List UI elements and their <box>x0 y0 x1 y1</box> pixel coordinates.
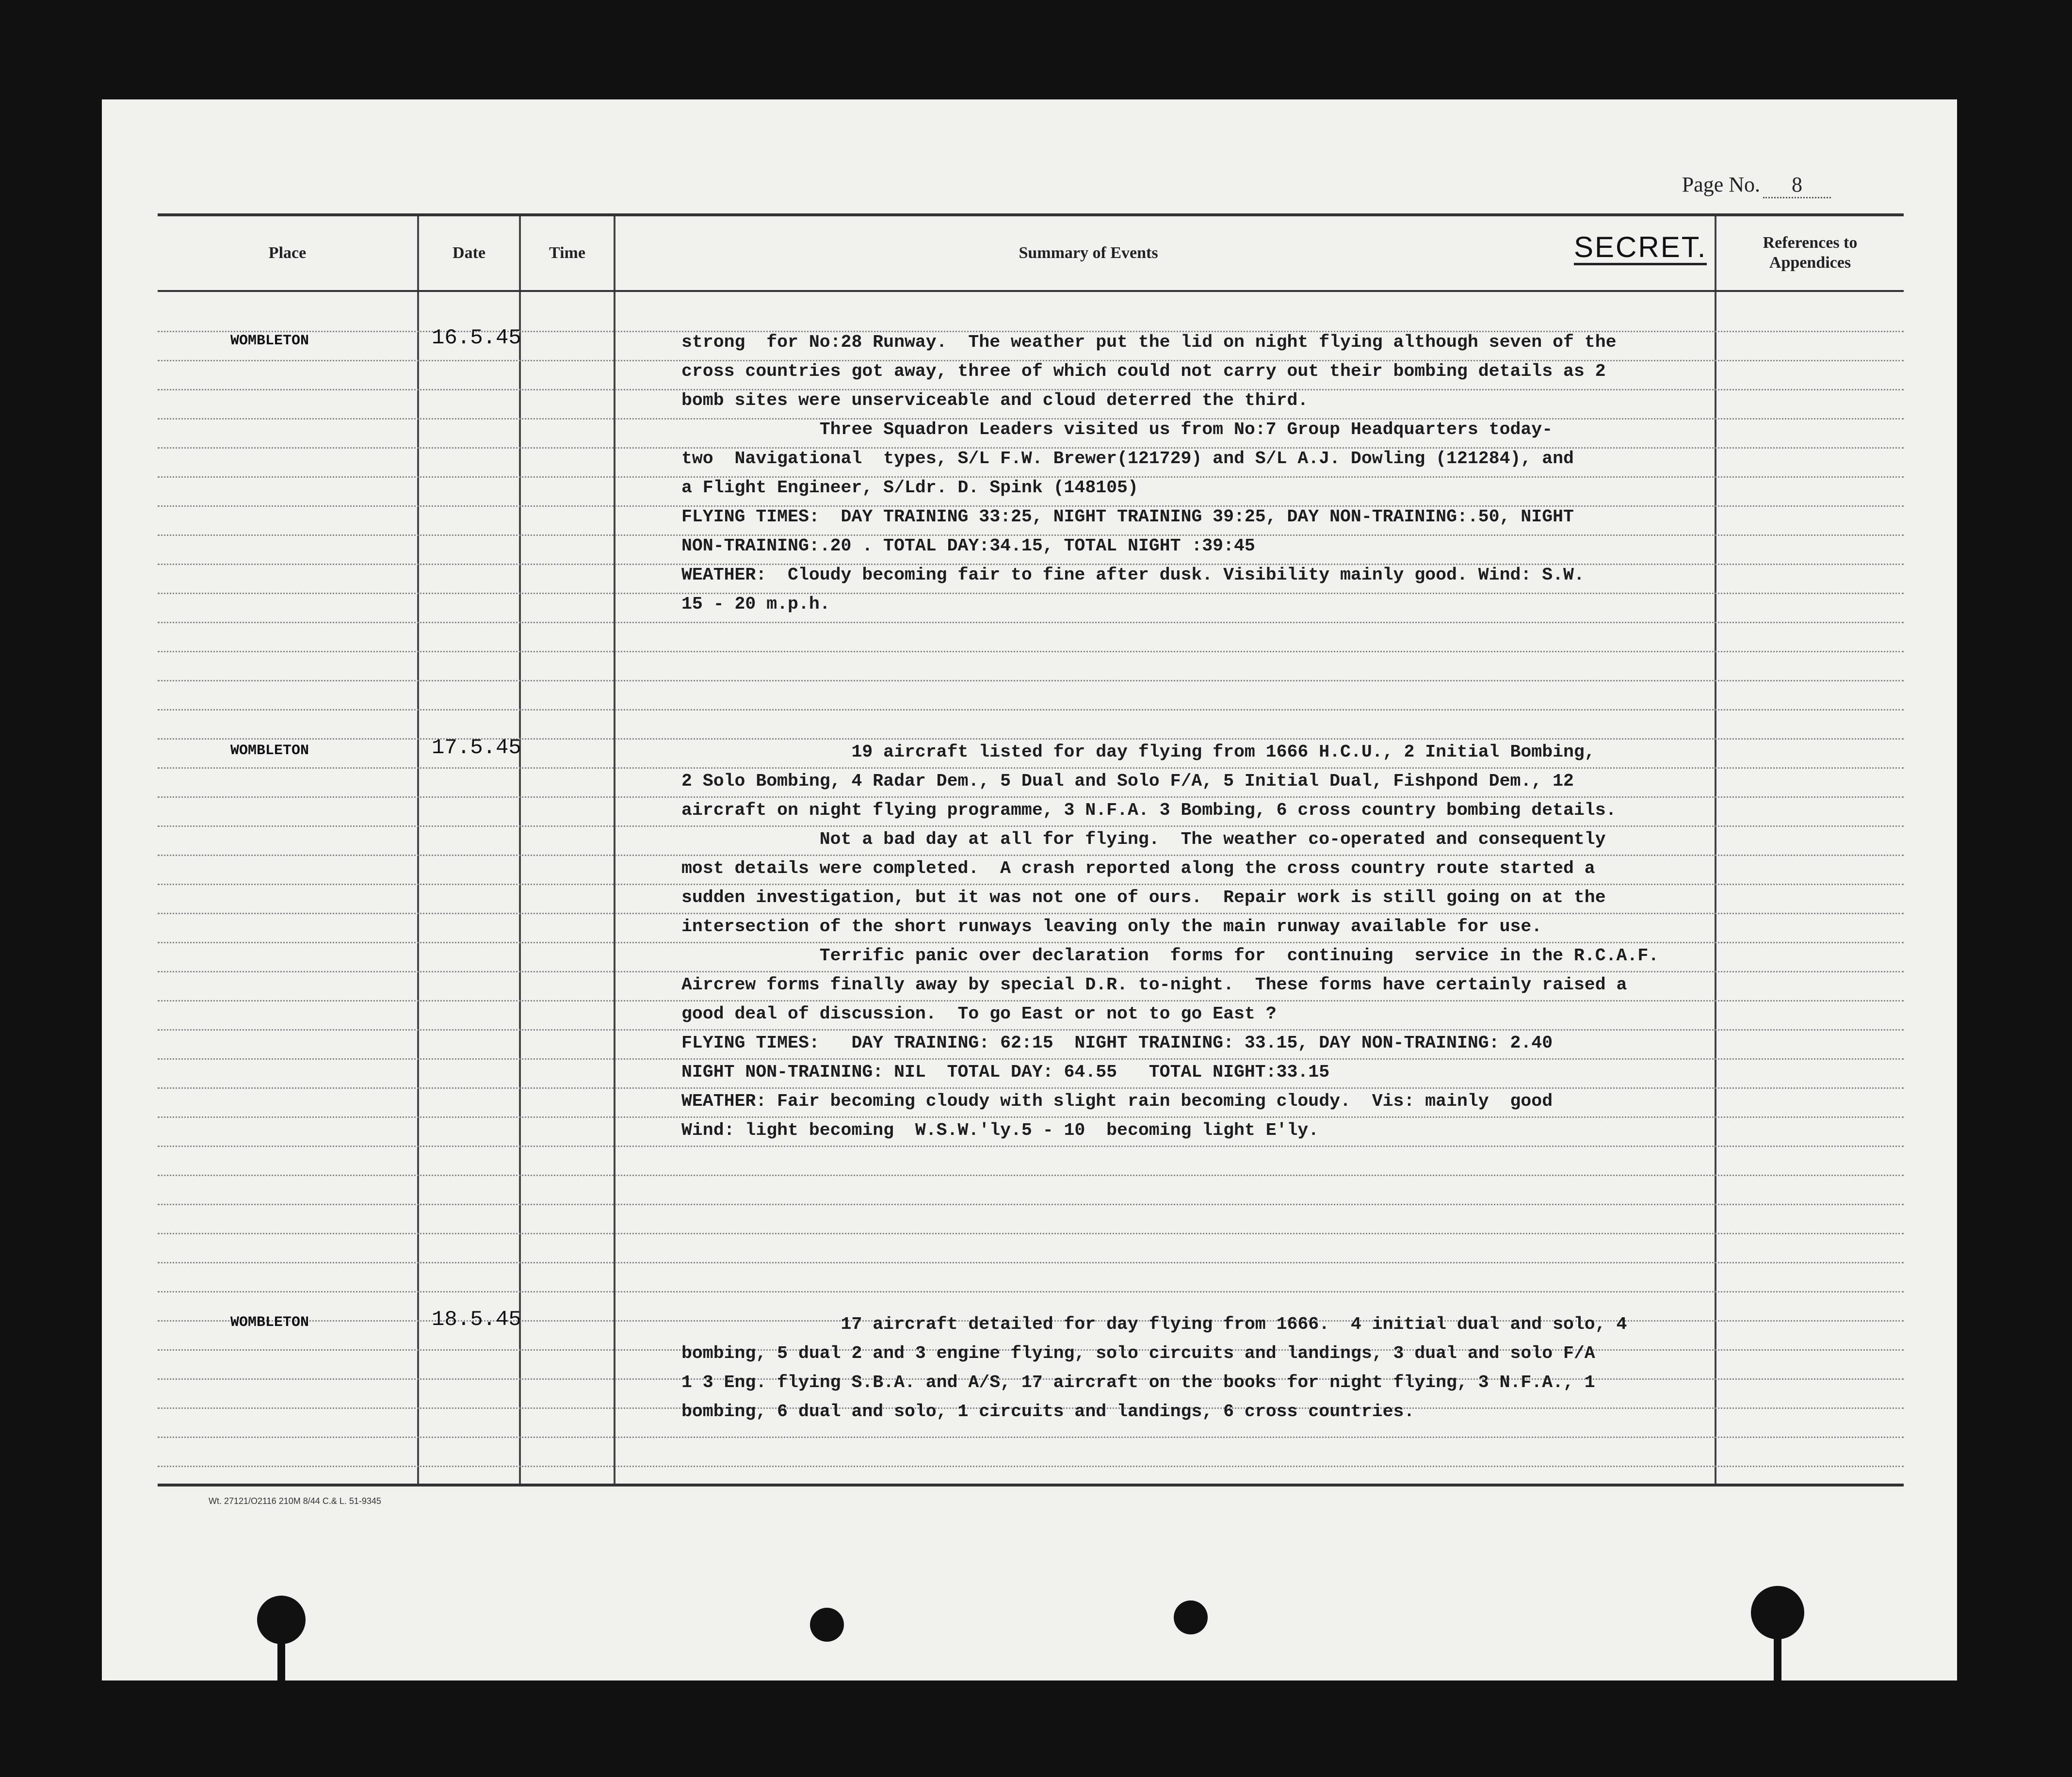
punch-hole <box>810 1608 844 1642</box>
ruled-line <box>158 622 1904 623</box>
summary-line: aircraft on night flying programme, 3 N.F.A. 3 Bombing, 6 cross country bombing details. <box>681 800 1617 820</box>
punch-hole <box>1174 1600 1208 1634</box>
summary-line: 15 - 20 m.p.h. <box>681 594 830 614</box>
summary-line: 2 Solo Bombing, 4 Radar Dem., 5 Dual and Solo F/A, 5 Initial Dual, Fishpond Dem., 12 <box>681 771 1574 791</box>
summary-line: NIGHT NON-TRAINING: NIL TOTAL DAY: 64.55 TOTAL NIGHT:33.15 <box>681 1062 1330 1082</box>
form-540-page <box>102 99 1957 1680</box>
header-references: References to Appendices <box>1763 234 1858 272</box>
summary-line: Wind: light becoming W.S.W.'ly.5 - 10 becoming light E'ly. <box>681 1120 1319 1140</box>
column-divider <box>614 216 615 1484</box>
ruled-line <box>158 1175 1904 1176</box>
secret-stamp: SECRET. <box>1574 233 1707 265</box>
summary-line: sudden investigation, but it was not one of ours. Repair work is still going on at the <box>681 888 1606 907</box>
summary-line: WEATHER: Fair becoming cloudy with slight rain becoming cloudy. Vis: mainly good <box>681 1091 1553 1111</box>
punch-slot <box>277 1627 285 1680</box>
summary-line: FLYING TIMES: DAY TRAINING 33:25, NIGHT TRAINING 39:25, DAY NON-TRAINING:.50, NIGHT <box>681 507 1574 527</box>
summary-line: Not a bad day at all for flying. The weather co-operated and consequently <box>681 829 1606 849</box>
summary-line: FLYING TIMES: DAY TRAINING: 62:15 NIGHT TRAINING: 33.15, DAY NON-TRAINING: 2.40 <box>681 1033 1553 1053</box>
entry-place: WOMBLETON <box>230 333 309 349</box>
ruled-line <box>158 1437 1904 1438</box>
header-summary: Summary of Events <box>1019 243 1158 262</box>
entry-place: WOMBLETON <box>230 1314 309 1331</box>
page-number-value: 8 <box>1763 172 1831 198</box>
summary-line: Aircrew forms finally away by special D.R. to-night. These forms have certainly raised a <box>681 975 1627 995</box>
entry-date: 16.5.45 <box>432 326 521 350</box>
ruled-line <box>158 709 1904 711</box>
summary-line: Terrific panic over declaration forms for continuing service in the R.C.A.F. <box>681 946 1659 966</box>
summary-line: 1 3 Eng. flying S.B.A. and A/S, 17 aircraft on the books for night flying, 3 N.F.A., 1 <box>681 1373 1595 1392</box>
ruled-line <box>158 651 1904 652</box>
column-divider <box>519 216 521 1484</box>
ruled-line <box>158 1146 1904 1147</box>
ruled-line <box>158 1262 1904 1263</box>
header-place: Place <box>268 243 307 262</box>
ruled-line <box>158 680 1904 681</box>
ruled-line <box>158 1466 1904 1467</box>
summary-line: a Flight Engineer, S/Ldr. D. Spink (148105) <box>681 478 1138 498</box>
summary-line: good deal of discussion. To go East or not to go East ? <box>681 1004 1277 1024</box>
ruled-line <box>158 1204 1904 1205</box>
summary-line: cross countries got away, three of which could not carry out their bombing details as 2 <box>681 361 1606 381</box>
summary-line: most details were completed. A crash reported along the cross country route started a <box>681 858 1595 878</box>
entry-date: 18.5.45 <box>432 1308 521 1332</box>
page-number <box>1682 172 1831 198</box>
summary-line: two Navigational types, S/L F.W. Brewer(121729) and S/L A.J. Dowling (121284), and <box>681 449 1574 468</box>
entry-place: WOMBLETON <box>230 743 309 759</box>
header-time: Time <box>549 243 585 262</box>
summary-line: bombing, 6 dual and solo, 1 circuits and landings, 6 cross countries. <box>681 1402 1415 1422</box>
ruled-line <box>158 1291 1904 1292</box>
summary-line: intersection of the short runways leaving only the main runway available for use. <box>681 917 1542 937</box>
summary-line: bombing, 5 dual 2 and 3 engine flying, solo circuits and landings, 3 dual and solo F/A <box>681 1343 1595 1363</box>
summary-line: WEATHER: Cloudy becoming fair to fine after dusk. Visibility mainly good. Wind: S.W. <box>681 565 1585 585</box>
summary-line: NON-TRAINING:.20 . TOTAL DAY:34.15, TOTAL NIGHT :39:45 <box>681 536 1255 556</box>
summary-line: 19 aircraft listed for day flying from 1666 H.C.U., 2 Initial Bombing, <box>681 742 1595 762</box>
summary-line: bomb sites were unserviceable and cloud deterred the third. <box>681 390 1309 410</box>
summary-line: Three Squadron Leaders visited us from No:7 Group Headquarters today- <box>681 420 1553 439</box>
header-date: Date <box>453 243 486 262</box>
form-print-code: Wt. 27121/O2116 210M 8/44 C.& L. 51-9345 <box>209 1496 381 1506</box>
summary-line: strong for No:28 Runway. The weather put the lid on night flying although seven of the <box>681 332 1617 352</box>
summary-of-events-form <box>158 213 1904 1486</box>
ruled-line <box>158 1233 1904 1234</box>
column-divider <box>417 216 419 1484</box>
entry-date: 17.5.45 <box>432 736 521 760</box>
punch-slot <box>1774 1622 1781 1680</box>
page-number-label: Page No. <box>1682 173 1760 196</box>
header-rule <box>158 290 1904 292</box>
summary-line: 17 aircraft detailed for day flying from 1666. 4 initial dual and solo, 4 <box>681 1314 1627 1334</box>
